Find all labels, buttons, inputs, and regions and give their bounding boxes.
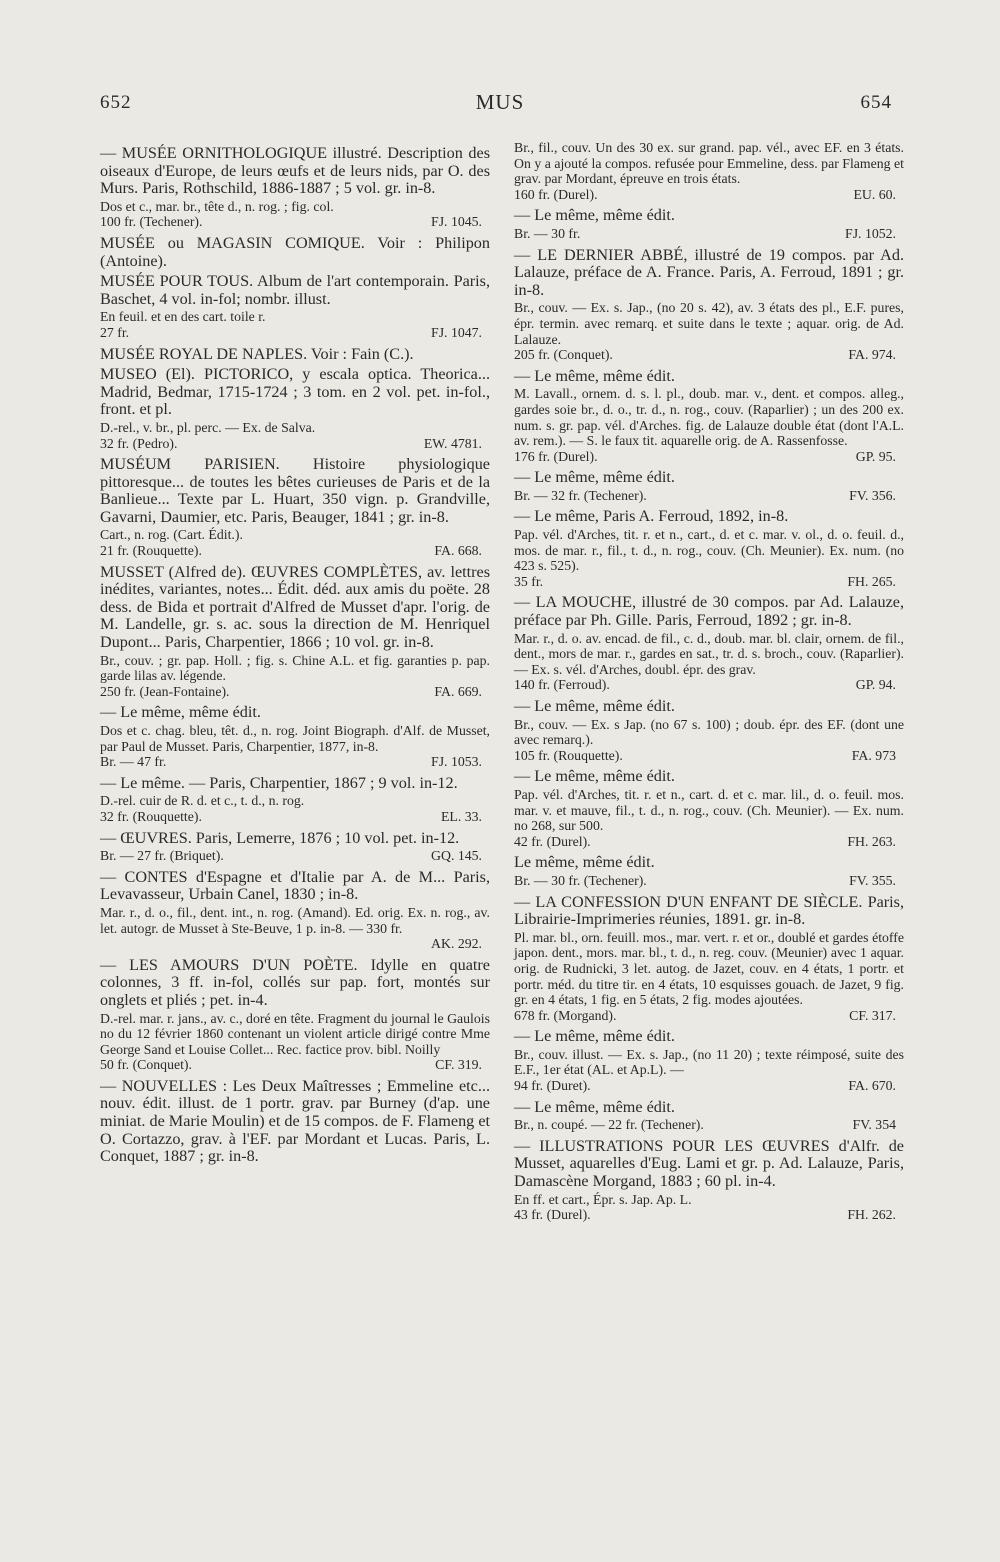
entry-price-line: [100, 848, 490, 864]
entry-sale-reference: CF. 317.: [849, 1007, 896, 1023]
entry-heading: — LES AMOURS D'UN POÈTE. Idylle en quatre colonnes, 3 ff. in-fol, collés sur pap. fort, montés sur onglets et pliés ; pet. in-4.: [100, 955, 490, 1009]
entry-sale-reference: EW. 4781.: [423, 435, 482, 451]
entry-binding-note: Pap. vél. d'Arches, tit. r. et n., cart. d. et c. mar. lil., d. o. feuil. mos. mar. v. et mauve, fil., t. d., n. rog., couv. (Ch. Meunier). — Ex. num. no 268, sur 500.: [514, 786, 904, 834]
entry-price-line: [100, 754, 490, 770]
entry-sale-reference: FH. 263.: [847, 833, 896, 849]
entry-binding-note: Br., couv. ; gr. pap. Holl. ; fig. s. Chine A.L. et fig. garanties p. pap. garde lilas av. légende.: [100, 652, 490, 684]
catalogue-entry: [514, 854, 904, 888]
catalogue-entry: [100, 145, 490, 230]
entry-binding-note: En ff. et cart., Épr. s. Jap. Ap. L.: [514, 1191, 692, 1207]
entry-price: 35 fr.: [514, 573, 544, 589]
catalogue-entry: [100, 346, 490, 364]
entry-heading: — Le même, même édit.: [100, 703, 261, 722]
entry-sale-reference: FJ. 1045.: [431, 214, 482, 230]
catalogue-entry: [100, 957, 490, 1073]
entry-price-line: [514, 488, 904, 504]
catalogue-entry: [100, 775, 490, 825]
catalogue-entry: [514, 469, 904, 503]
entry-binding-note: Br., couv. — Ex. s. Jap., (no 20 s. 42), av. 3 états des pl., E.F. pures, épr. termin. avec remarq. et suite dans le texte ; aquar. orig. de Ad. Lalauze.: [514, 300, 904, 347]
entry-heading: — Le même, même édit.: [514, 767, 675, 786]
entry-price-line: [514, 677, 904, 693]
catalogue-entry: [100, 830, 490, 864]
entry-binding-note: Br., fil., couv. Un des 30 ex. sur grand. pap. vél., avec EF. en 3 états. On y a ajouté la compos. refusée pour Emmeline, dess. par Flameng et grav. par Mordant, épreuve en trois états.: [514, 140, 904, 187]
entry-price: 100 fr. (Techener).: [100, 214, 203, 230]
entry-sale-reference: AK. 292.: [431, 936, 482, 952]
entry-price-line: [100, 809, 490, 825]
entry-binding-note: Br., couv. — Ex. s Jap. (no 67 s. 100) ; doub. épr. des EF. (dont une avec remarq.).: [514, 716, 904, 748]
catalogue-entry: [514, 207, 904, 241]
entry-price: Br. — 47 fr.: [100, 754, 167, 770]
entry-sale-reference: FH. 265.: [847, 573, 896, 589]
entry-price-line: [514, 1207, 904, 1223]
entry-heading: — Le même, même édit.: [514, 1097, 675, 1116]
entry-price-line: [100, 214, 490, 230]
entry-heading: — Le même, Paris A. Ferroud, 1892, in-8.: [514, 507, 789, 526]
entry-binding-note: Mar. r., d. o., fil., dent. int., n. rog. (Amand). Ed. orig. Ex. n. rog., av. let. autogr. de Musset à Ste-Beuve, 1 p. in-8. — 330 fr.: [100, 904, 490, 936]
entry-sale-reference: FV. 354: [852, 1117, 896, 1133]
entry-sale-reference: EL. 33.: [441, 808, 482, 824]
entry-sale-reference: CF. 319.: [435, 1057, 482, 1073]
entry-binding-note: D.-rel. cuir de R. d. et c., t. d., n. rog.: [100, 793, 305, 809]
entry-heading: — Le même, même édit.: [514, 206, 675, 225]
entry-price: Br. — 30 fr.: [514, 225, 581, 241]
entry-heading: — CONTES d'Espagne et d'Italie par A. de M... Paris, Levavasseur, Urbain Canel, 1830 ; in-8.: [100, 867, 490, 904]
catalogue-entry: [100, 1078, 490, 1166]
entry-heading: — Le même, même édit.: [514, 468, 675, 487]
entry-price: Br. — 32 fr. (Techener).: [514, 487, 647, 503]
page-number-right: 654: [860, 92, 892, 113]
entry-price-line: [514, 347, 904, 363]
entry-binding-note: En feuil. et en des cart. toile r.: [100, 309, 266, 325]
catalogue-entry: [100, 273, 490, 340]
entry-heading: MUSÉE ROYAL DE NAPLES. Voir : Fain (C.).: [100, 344, 414, 363]
entry-heading: MUSÉE ou MAGASIN COMIQUE. Voir : Philipon (Antoine).: [100, 233, 490, 270]
entry-price: 250 fr. (Jean-Fontaine).: [100, 683, 230, 699]
entry-price: 43 fr. (Durel).: [514, 1207, 591, 1223]
entry-heading: — ŒUVRES. Paris, Lemerre, 1876 ; 10 vol. pet. in-12.: [100, 828, 460, 847]
entry-sale-reference: FV. 355.: [849, 872, 896, 888]
catalogue-entry: [514, 768, 904, 849]
entry-price: 205 fr. (Conquet).: [514, 347, 613, 363]
entry-price-line: [100, 436, 490, 452]
entry-heading: Le même, même édit.: [514, 853, 655, 872]
entry-sale-reference: GQ. 145.: [431, 848, 482, 864]
entry-heading: MUSEO (El). PICTORICO, y escala optica. Theorica... Madrid, Bedmar, 1715-1724 ; 3 tom. en 2 vol. pet. in-fol., front. et pl.: [100, 365, 490, 419]
page-number-left: 652: [100, 92, 132, 113]
entry-price-line: [514, 574, 904, 590]
entry-binding-note: Dos et c. chag. bleu, têt. d., n. rog. Joint Biograph. d'Alf. de Musset, par Paul de Musset. Paris, Charpentier, 1877, in-8.: [100, 723, 490, 754]
entry-heading: MUSÉE POUR TOUS. Album de l'art contemporain. Paris, Baschet, 4 vol. in-fol; nombr. illust.: [100, 272, 490, 308]
entry-heading: — Le même, même édit.: [514, 1027, 675, 1046]
entry-binding-note: Pap. vél. d'Arches, tit. r. et n., cart., d. et c. mar. v. ol., d. o. feuil. d., mos. de mar. r., fil., t. d., n. rog., couv. (Ch. Meunier). Ex. num. (no 423 s. 525).: [514, 527, 904, 574]
entry-price: [100, 936, 431, 952]
entry-sale-reference: FH. 262.: [847, 1207, 896, 1223]
catalogue-entry: [514, 894, 904, 1024]
entry-heading: — Le même, même édit.: [514, 697, 675, 715]
entry-sale-reference: EU. 60.: [853, 186, 896, 202]
catalogue-entry: [514, 508, 904, 589]
entry-sale-reference: GP. 95.: [855, 448, 896, 464]
entry-heading: — LE DERNIER ABBÉ, illustré de 19 compos. par Ad. Lalauze, préface de A. France. Paris, A. Ferroud, 1891 ; gr. in-8.: [514, 245, 904, 299]
right-column: [514, 140, 904, 1228]
entry-binding-note: Mar. r., d. o. av. encad. de fil., c. d., doub. mar. bl. clair, ornem. de fil., dent., mors de mar. r., gardes en sat., tr. d. s. broch., couv. (Raparlier). — Ex. s. vél. d'Arches, doubl. épr. des grav.: [514, 630, 904, 677]
entry-binding-note: Br., couv. illust. — Ex. s. Jap., (no 11 20) ; texte réimposé, suite des E.F., 1er état (AL. et Ap.L). —: [514, 1046, 904, 1078]
entry-sale-reference: FA. 670.: [848, 1078, 896, 1094]
entry-price: 105 fr. (Rouquette).: [514, 747, 623, 763]
entry-binding-note: M. Lavall., ornem. d. s. l. pl., doub. mar. v., dent. et compos. alleg., gardes soie br., d. o., tr. d., n. rog., couv. (Raparlier) ; un des 200 ex. num. s. gr. pap. vél. d'Arches. fig. de Lalauze double état (dont l'A.L. av. rem.). — S. le faux tit. aquarelle orig. de A. Rassenfosse.: [514, 386, 904, 449]
entry-price: Br. — 30 fr. (Techener).: [514, 872, 647, 888]
catalogue-entry: [100, 366, 490, 451]
entry-price: 42 fr. (Durel).: [514, 833, 591, 849]
entry-price-line: [100, 543, 490, 559]
entry-price-line: [514, 226, 904, 242]
entry-sale-reference: FJ. 1053.: [431, 754, 482, 770]
entry-heading: — LA CONFESSION D'UN ENFANT DE SIÈCLE. Paris, Librairie-Imprimeries réunies, 1891. gr. in-8.: [514, 892, 904, 929]
entry-price-line: [100, 1057, 490, 1073]
entry-binding-note: Dos et c., mar. br., tête d., n. rog. ; fig. col.: [100, 198, 334, 214]
entry-price: 176 fr. (Durel).: [514, 448, 598, 464]
entry-heading: — Le même. — Paris, Charpentier, 1867 ; 9 vol. in-12.: [100, 773, 458, 792]
entry-price: 140 fr. (Ferroud).: [514, 677, 610, 693]
catalogue-entry: [514, 594, 904, 693]
page-header: [0, 92, 1000, 122]
entry-price: 21 fr. (Rouquette).: [100, 543, 202, 559]
catalogue-entry: [100, 869, 490, 952]
entry-sale-reference: FA. 974.: [848, 347, 896, 363]
entry-price: 160 fr. (Durel).: [514, 186, 598, 202]
entry-heading: — Le même, même édit.: [514, 366, 675, 385]
left-column: [100, 142, 490, 1167]
entry-price-line: [514, 748, 904, 764]
entry-heading: MUSÉUM PARISIEN. Histoire physiologique pittoresque... de toutes les bêtes curieuses de Paris et de la Banlieue... Texte par L. Huart, 350 vign. p. Grandville, Gavarni, Daumier, etc. Paris, Beauger, 1841 ; gr. in-8.: [100, 455, 490, 526]
entry-sale-reference: FJ. 1047.: [431, 324, 482, 340]
catalogue-entry: [514, 368, 904, 465]
entry-sale-reference: FJ. 1052.: [845, 225, 896, 241]
catalogue-entry: [100, 235, 490, 270]
entry-heading: MUSSET (Alfred de). ŒUVRES COMPLÈTES, av. lettres inédites, variantes, notes... Édit. déd. aux amis du poëte. 28 dess. de Bida et portrait d'Alfred de Musset d'apr. l'orig. de M. Landelle, gr. s. ac. sous la direction de M. Henriquel Dupont... Paris, Charpentier, 1866 ; 10 vol. gr. in-8.: [100, 562, 490, 652]
catalogue-entry: [514, 1138, 904, 1223]
entry-price-line: [514, 187, 904, 203]
entry-price-line: [514, 1008, 904, 1024]
entry-sale-reference: FV. 356.: [849, 487, 896, 503]
entry-binding-note: D.-rel., v. br., pl. perc. — Ex. de Salva.: [100, 419, 316, 435]
catalogue-entry: [514, 140, 904, 202]
entry-price-line: [514, 1117, 904, 1133]
entry-price-line: [100, 684, 490, 700]
entry-sale-reference: FA. 668.: [434, 543, 482, 559]
entry-price: 32 fr. (Rouquette).: [100, 808, 202, 824]
catalogue-entry: [100, 564, 490, 700]
entry-price-line: [514, 873, 904, 889]
entry-price-line: [514, 834, 904, 850]
catalogue-entry: [100, 704, 490, 769]
entry-sale-reference: FA. 973: [851, 747, 896, 763]
entry-price: Br. — 27 fr. (Briquet).: [100, 848, 224, 864]
entry-price-line: [514, 1078, 904, 1094]
entry-heading: — ILLUSTRATIONS POUR LES ŒUVRES d'Alfr. de Musset, aquarelles d'Eug. Lami et gr. p. Ad. Lalauze, Paris, Damascène Morgand, 1883 ; 60 pl. in-4.: [514, 1136, 904, 1191]
entry-heading: — NOUVELLES : Les Deux Maîtresses ; Emmeline etc... nouv. édit. illust. de 1 portr. grav. par Burney (d'ap. une miniat. de Marie Moulin) et de 15 compos. de F. Flameng et O. Cortazzo, grav. à l'EF. par Mordant et Lucas. Paris, L. Conquet, 1887 ; gr. in-8.: [100, 1076, 490, 1166]
catalogue-entry: [514, 1099, 904, 1133]
entry-price-line: [100, 325, 490, 341]
entry-binding-note: Cart., n. rog. (Cart. Édit.).: [100, 527, 243, 543]
entry-price: 678 fr. (Morgand).: [514, 1007, 617, 1023]
entry-price-line: [100, 936, 490, 952]
entry-heading: — MUSÉE ORNITHOLOGIQUE illustré. Description des oiseaux d'Europe, de leurs œufs et de leurs nids, par O. des Murs. Paris, Rothschild, 1886-1887 ; 5 vol. gr. in-8.: [100, 144, 490, 198]
entry-price: Br., n. coupé. — 22 fr. (Techener).: [514, 1117, 704, 1133]
entry-sale-reference: GP. 94.: [855, 677, 896, 693]
entry-heading: — LA MOUCHE, illustré de 30 compos. par Ad. Lalauze, préface par Ph. Gille. Paris, Ferroud, 1892 ; gr. in-8.: [514, 593, 904, 630]
entry-price-line: [514, 449, 904, 465]
running-title: MUS: [475, 90, 525, 114]
entry-sale-reference: FA. 669.: [434, 683, 482, 699]
entry-binding-note: D.-rel. mar. r. jans., av. c., doré en tête. Fragment du journal le Gaulois no du 12 février 1860 contenant un violent article dirigé contre Mme George Sand et Louise Collet... Rec. factice prov. bibl. Noilly: [100, 1010, 490, 1057]
entry-binding-note: Pl. mar. bl., orn. feuill. mos., mar. vert. r. et or., doublé et gardes étoffe japon. dent., mors. mar. bl., t. d., n. reg. couv. (Meunier) avec 1 aquar. orig. de Rudnicki, 3 let. autog. de Jazet, couv. en 4 états, 1 portr. et portr. méd. du titre tir. en 4 états, 10 esquisses gouach. de Jazet, 9 fig. gr. en 4 états, 1 fig. en 5 états, 2 fig. modes ajoutées.: [514, 929, 904, 1008]
catalogue-entry: [514, 1028, 904, 1093]
catalogue-entry: [514, 247, 904, 363]
entry-price: 50 fr. (Conquet).: [100, 1057, 192, 1073]
catalogue-entry: [514, 698, 904, 763]
entry-price: 94 fr. (Duret).: [514, 1078, 591, 1094]
entry-price: 27 fr.: [100, 324, 130, 340]
entry-price: 32 fr. (Pedro).: [100, 435, 178, 451]
catalogue-entry: [100, 456, 490, 559]
